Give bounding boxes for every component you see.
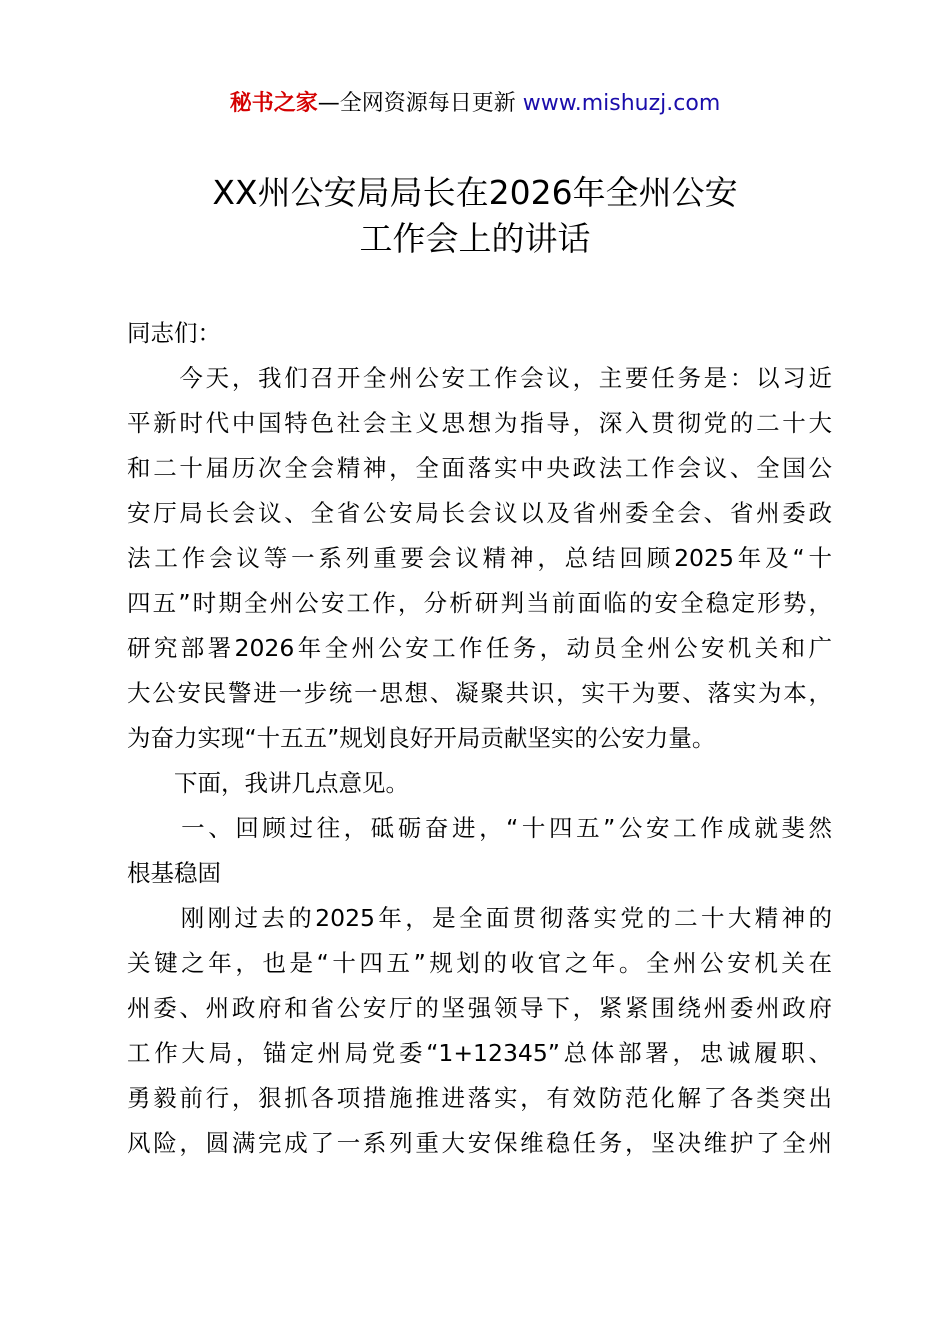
site-url-link[interactable]: www.mishuzj.com [522, 91, 721, 116]
body-line: 研究部署2026年全州公安工作任务，动员全州公安机关和广 [127, 634, 832, 662]
document-body [127, 311, 832, 1166]
body-line: 平新时代中国特色社会主义思想为指导，深入贯彻党的二十大 [127, 409, 832, 437]
body-line: 今天，我们召开全州公安工作会议，主要任务是：以习近 [127, 364, 832, 392]
body-line: 刚刚过去的2025年，是全面贯彻落实党的二十大精神的 [127, 904, 832, 932]
body-line: 四五”时期全州公安工作，分析研判当前面临的安全稳定形势， [127, 589, 832, 617]
body-line: 为奋力实现“十五五”规划良好开局贡献坚实的公安力量。 [127, 724, 716, 752]
body-line: 勇毅前行，狠抓各项措施推进落实，有效防范化解了各类突出 [127, 1084, 832, 1112]
body-line: 州委、州政府和省公安厅的坚强领导下，紧紧围绕州委州政府 [127, 994, 832, 1022]
section-heading-line: 一、回顾过往，砥砺奋进，“十四五”公安工作成就斐然 [127, 814, 832, 842]
greeting: 同志们： [127, 319, 221, 347]
body-line: 法工作会议等一系列重要会议精神，总结回顾2025年及“十 [127, 544, 832, 572]
body-line: 和二十届历次全会精神，全面落实中央政法工作会议、全国公 [127, 454, 832, 482]
body-line: 风险，圆满完成了一系列重大安保维稳任务，坚决维护了全州 [127, 1129, 832, 1157]
document-title [0, 170, 950, 262]
tagline: —全网资源每日更新 [317, 91, 523, 116]
body-line: 大公安民警进一步统一思想、凝聚共识，实干为要、落实为本， [127, 679, 832, 707]
body-line: 工作大局，锚定州局党委“1+12345”总体部署，忠诚履职、 [127, 1039, 832, 1067]
site-header [0, 88, 950, 120]
title-line-1: XX州公安局局长在2026年全州公安 [212, 173, 738, 212]
body-line: 下面，我讲几点意见。 [127, 769, 409, 797]
body-line: 安厅局长会议、全省公安局长会议以及省州委全会、省州委政 [127, 499, 832, 527]
brand-name: 秘书之家 [229, 91, 318, 116]
section-heading-line: 根基稳固 [127, 859, 221, 887]
title-line-2: 工作会上的讲话 [359, 219, 591, 258]
body-line: 关键之年，也是“十四五”规划的收官之年。全州公安机关在 [127, 949, 832, 977]
